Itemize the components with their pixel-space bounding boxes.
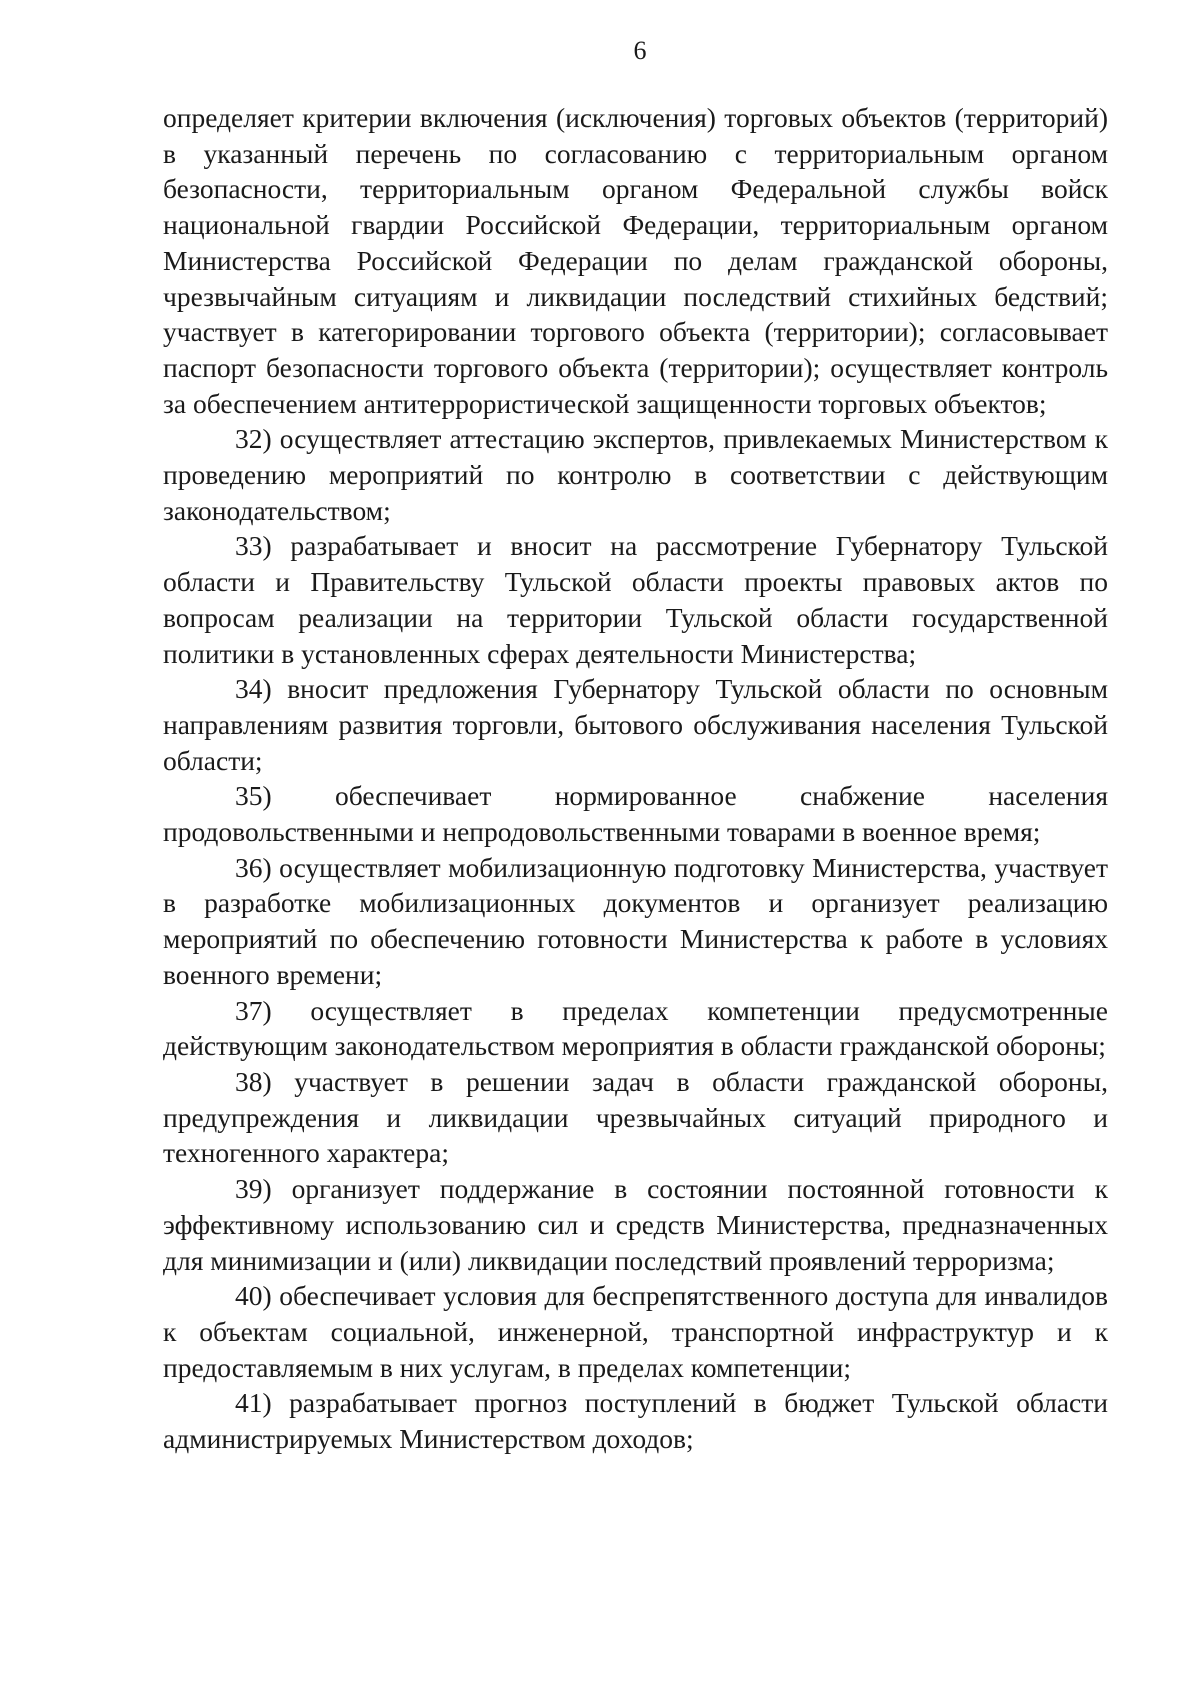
list-item-35: 35) обеспечивает нормированное снабжение населения продовольственными и непродовольственными товарами в военное время; xyxy=(163,780,1108,848)
list-item-41: 41) разрабатывает прогноз поступлений в бюджет Тульской области администрируемых Министерством доходов; xyxy=(163,1387,1108,1455)
paragraph-continuation: определяет критерии включения (исключения) торговых объектов (территорий) в указанный перечень по согласованию с территориальным органом безопасности, территориальным органом Федеральной службы войск национальной гвардии Российской Федерации, территориальным органом Министерства Российской Федерации по делам гражданской обороны, чрезвычайным ситуациям и ликвидации последствий стихийных бедствий; участвует в категорировании торгового объекта (территории); согласовывает паспорт безопасности торгового объекта (территории); осуществляет контроль за обеспечением антитеррористической защищенности торговых объектов; xyxy=(163,102,1108,419)
list-item-33: 33) разрабатывает и вносит на рассмотрение Губернатору Тульской области и Правительству Тульской области проекты правовых актов по вопросам реализации на территории Тульской области государственной политики в установленных сферах деятельности Министерства; xyxy=(163,530,1108,669)
list-item-37: 37) осуществляет в пределах компетенции предусмотренные действующим законодательством мероприятия в области гражданской обороны; xyxy=(163,994,1108,1062)
list-item-36: 36) осуществляет мобилизационную подготовку Министерства, участвует в разработке мобилизационных документов и организует реализацию мероприятий по обеспечению готовности Министерства к работе в условиях военного времени; xyxy=(163,851,1108,990)
list-item-39: 39) организует поддержание в состоянии постоянной готовности к эффективному использованию сил и средств Министерства, предназначенных для минимизации и (или) ликвидации последствий проявлений терроризма; xyxy=(163,1173,1108,1276)
list-item-34: 34) вносит предложения Губернатору Тульской области по основным направлениям развития торговли, бытового обслуживания населения Тульской области; xyxy=(163,673,1108,776)
list-item-32: 32) осуществляет аттестацию экспертов, привлекаемых Министерством к проведению мероприятий по контролю в соответствии с действующим законодательством; xyxy=(163,423,1108,526)
list-item-38: 38) участвует в решении задач в области гражданской обороны, предупреждения и ликвидации чрезвычайных ситуаций природного и техногенного характера; xyxy=(163,1065,1108,1169)
document-body xyxy=(163,100,1108,1457)
page-number: 6 xyxy=(633,36,647,65)
list-item-40: 40) обеспечивает условия для беспрепятственного доступа для инвалидов к объектам социальной, инженерной, транспортной инфраструктур и к предоставляемым в них услугам, в пределах компетенции; xyxy=(163,1280,1108,1383)
